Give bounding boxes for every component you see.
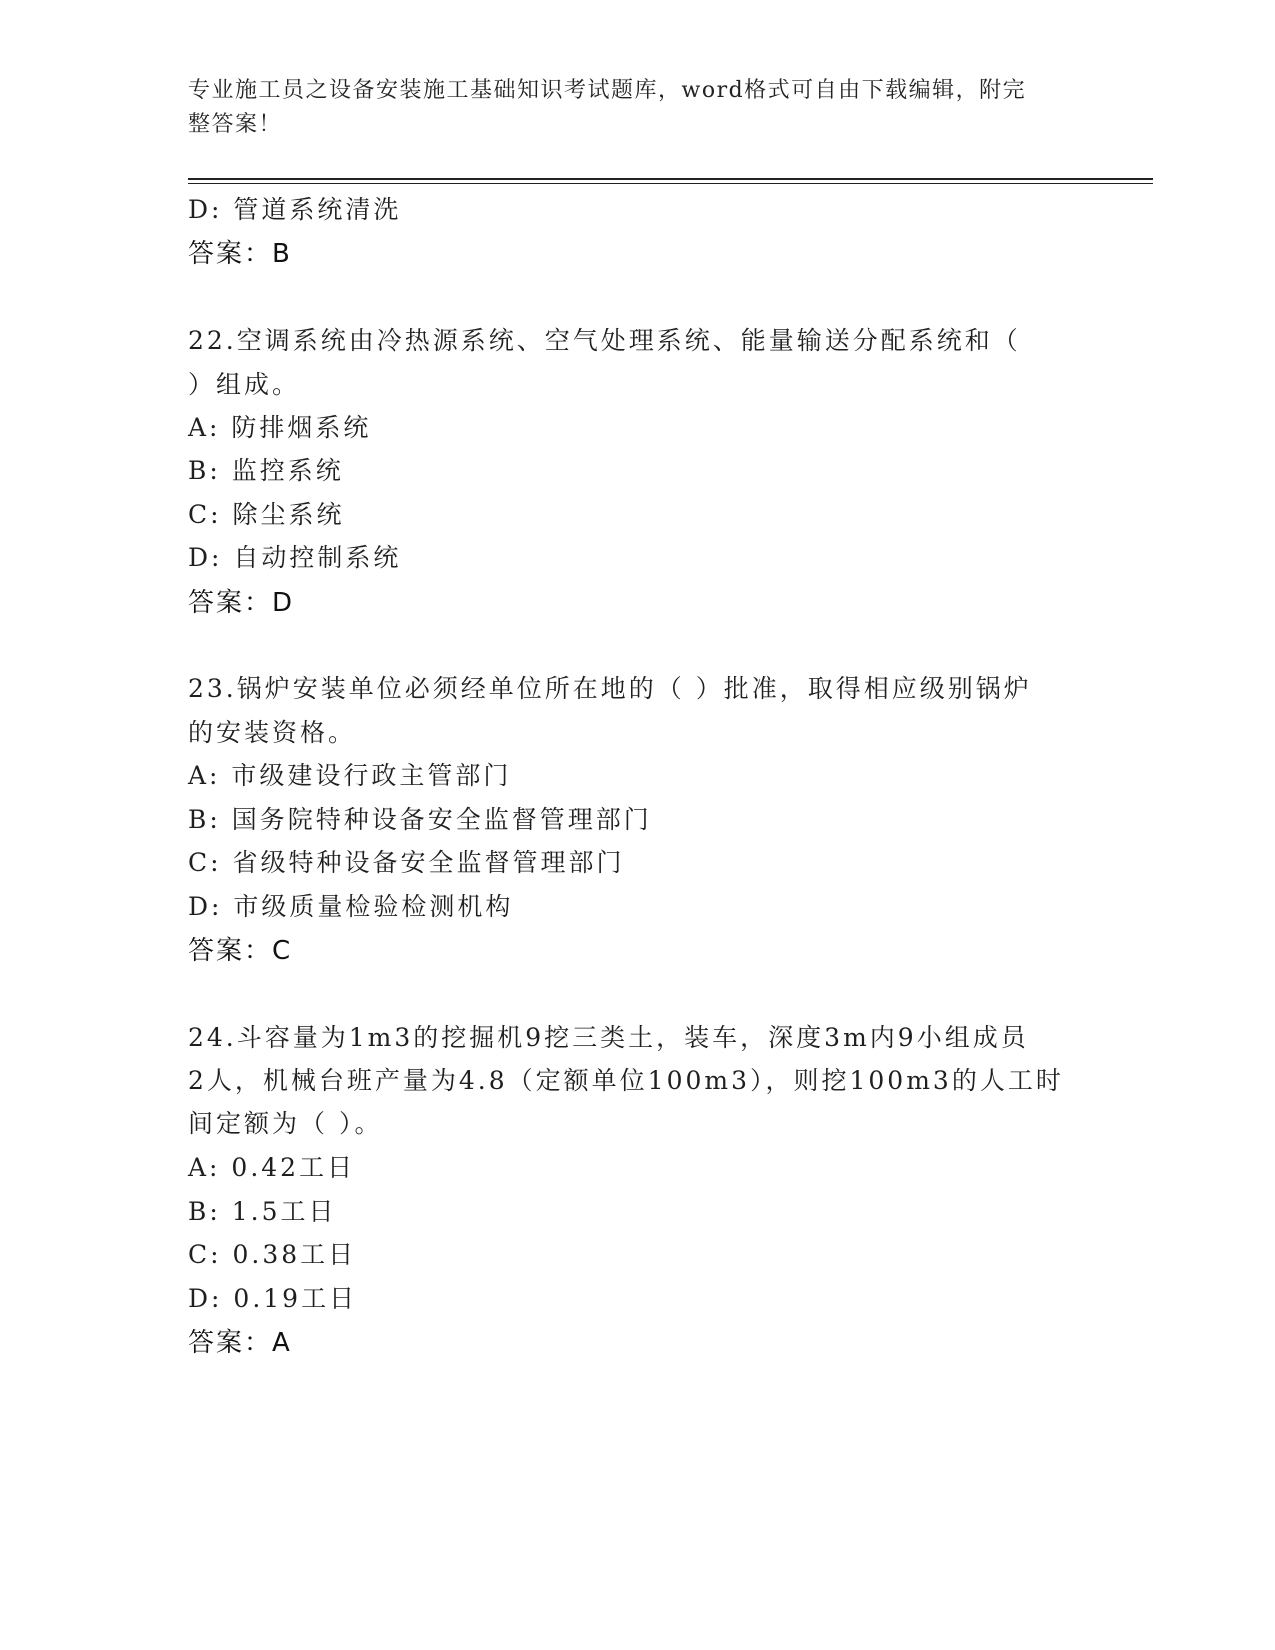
q23-option-c: C: 省级特种设备安全监督管理部门 [188, 848, 625, 877]
header-divider-thick [188, 178, 1153, 180]
q23-answer: 答案：C [188, 936, 293, 966]
header-line-2: 整答案！ [188, 112, 283, 137]
q24-stem-line-3: 间定额为（ ）。 [188, 1109, 383, 1138]
q23-option-a: A: 市级建设行政主管部门 [188, 761, 512, 790]
q23-stem-line-1: 23.锅炉安装单位必须经单位所在地的（ ）批准，取得相应级别锅炉 [188, 674, 1032, 703]
q24-stem-line-2: 2人，机械台班产量为4.8（定额单位100m3），则挖100m3的人工时 [188, 1066, 1064, 1095]
header-line-1: 专业施工员之设备安装施工基础知识考试题库，word格式可自由下载编辑，附完 [188, 78, 1027, 103]
q23-option-b: B: 国务院特种设备安全监督管理部门 [188, 805, 652, 834]
q23-stem-line-2: 的安装资格。 [188, 718, 357, 747]
header-divider-thin [188, 183, 1153, 184]
q24-option-d: D: 0.19工日 [188, 1284, 358, 1313]
q23-option-d: D: 市级质量检验检测机构 [188, 892, 514, 921]
q24-option-b: B: 1.5工日 [188, 1197, 337, 1226]
document-header [188, 74, 1068, 142]
q24-answer: 答案：A [188, 1328, 292, 1358]
q22-stem-line-2: ）组成。 [188, 370, 301, 399]
q22-stem-line-1: 22.空调系统由冷热源系统、空气处理系统、能量输送分配系统和（ [188, 326, 1021, 355]
q22-option-a: A: 防排烟系统 [188, 413, 372, 442]
q22-answer: 答案：D [188, 588, 295, 618]
q24-stem-line-1: 24.斗容量为1m3的挖掘机9挖三类土，装车，深度3m内9小组成员 [188, 1023, 1029, 1052]
q24-option-a: A: 0.42工日 [188, 1153, 356, 1182]
q22-option-c: C: 除尘系统 [188, 500, 345, 529]
q21-answer: 答案：B [188, 239, 292, 269]
q24-option-c: C: 0.38工日 [188, 1240, 357, 1269]
q21-option-d: D: 管道系统清洗 [188, 195, 402, 224]
q22-option-d: D: 自动控制系统 [188, 543, 402, 572]
q22-option-b: B: 监控系统 [188, 456, 344, 485]
